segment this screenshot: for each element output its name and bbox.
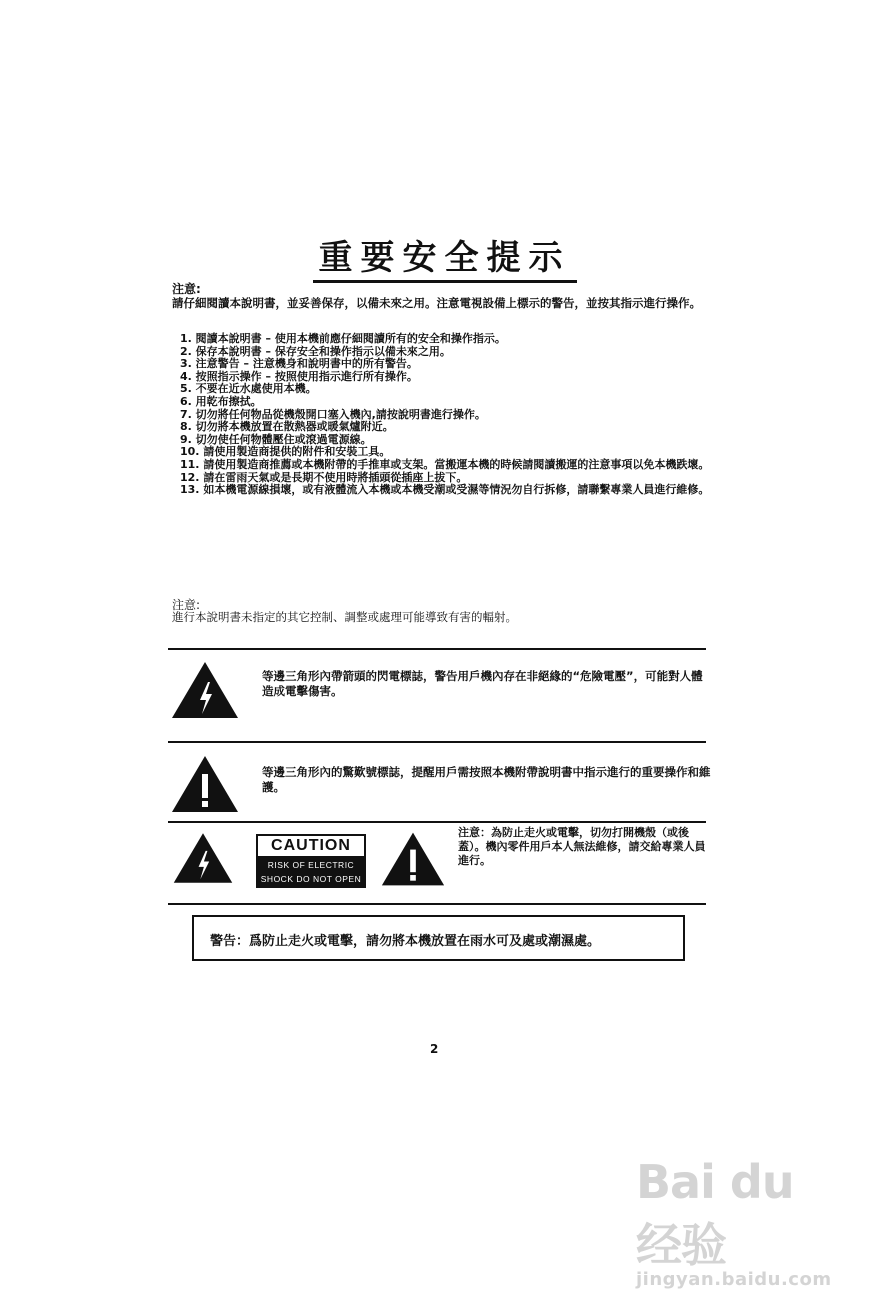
list-item: 3. 注意警告 – 注意機身和說明書中的所有警告。 bbox=[180, 357, 418, 371]
list-item: 2. 保存本說明書 – 保存安全和操作指示以備未來之用。 bbox=[180, 344, 451, 358]
warning-box-text: 警告：爲防止走火或電擊，請勿將本機放置在雨水可及處或潮濕處。 bbox=[210, 934, 601, 949]
radiation-note-label: 注意: bbox=[172, 598, 201, 612]
page-number: 2 bbox=[430, 1042, 439, 1056]
list-item: 1. 閱讀本說明書 – 使用本機前應仔細閱讀所有的安全和操作指示。 bbox=[180, 332, 506, 345]
list-item: 6. 用乾布擦拭。 bbox=[180, 394, 262, 408]
watermark bbox=[636, 1155, 836, 1290]
safety-instructions-list bbox=[180, 333, 710, 497]
note-label: 注意: bbox=[172, 282, 201, 296]
divider bbox=[168, 903, 706, 905]
radiation-note-text: 進行本說明書未指定的其它控制、調整或處理可能導致有害的輻射。 bbox=[172, 610, 517, 624]
lightning-warning-text: 等邊三角形內帶箭頭的閃電標誌，警告用戶機內存在非絕緣的“危險電壓”，可能對人體造成電擊傷害。 bbox=[262, 669, 703, 698]
page-title-text: 重要安全提示 bbox=[313, 238, 577, 283]
watermark-url: jingyan.baidu.com bbox=[636, 1269, 832, 1290]
list-item: 13. 如本機電源線損壞，或有液體流入本機或本機受潮或受濕等情況勿自行拆修，請聯繫專業人員進行維修。 bbox=[180, 483, 710, 497]
list-item: 5. 不要在近水處使用本機。 bbox=[180, 382, 317, 396]
list-item: 8. 切勿將本機放置在散熱器或暖氣爐附近。 bbox=[180, 420, 394, 434]
list-item: 4. 按照指示操作 – 按照使用指示進行所有操作。 bbox=[180, 369, 418, 383]
exclamation-warning-icon bbox=[170, 754, 240, 814]
intro-paragraph: 請仔細閱讀本說明書，並妥善保存，以備未來之用。注意電視設備上標示的警告，並按其指示進行操作。 bbox=[172, 296, 701, 310]
watermark-logo: Bai du 经验 bbox=[636, 1155, 794, 1272]
caution-note-text: 注意：為防止走火或電擊，切勿打開機殼（或後蓋）。機內零件用戶本人無法維修，請交給專業人員進行。 bbox=[458, 826, 706, 867]
list-item: 7. 切勿將任何物品從機殼開口塞入機內,請按說明書進行操作。 bbox=[180, 407, 486, 421]
caution-subtext bbox=[258, 858, 364, 888]
divider bbox=[168, 741, 706, 743]
divider bbox=[168, 648, 706, 650]
list-item: 10. 請使用製造商提供的附件和安裝工具。 bbox=[180, 445, 391, 459]
list-item: 11. 請使用製造商推薦或本機附帶的手推車或支架。當搬運本機的時候請閱讀搬運的注意事項以免本機跌壞。 bbox=[180, 457, 710, 471]
warning-box bbox=[192, 915, 685, 961]
caution-line-2: SHOCK DO NOT OPEN bbox=[260, 874, 362, 884]
lightning-caution-icon bbox=[172, 830, 234, 886]
exclamation-caution-icon bbox=[380, 830, 446, 888]
list-item: 12. 請在雷雨天氣或是長期不使用時將插頭從插座上拔下。 bbox=[180, 470, 468, 484]
caution-line-1: RISK OF ELECTRIC bbox=[267, 860, 355, 870]
list-item: 9. 切勿使任何物體壓住或滾過電源線。 bbox=[180, 432, 372, 446]
exclamation-warning-text: 等邊三角形內的驚歎號標誌，提醒用戶需按照本機附帶說明書中指示進行的重要操作和維護。 bbox=[262, 765, 711, 794]
caution-label bbox=[256, 834, 366, 888]
divider bbox=[168, 821, 706, 823]
lightning-warning-icon bbox=[170, 660, 240, 720]
caution-title: CAUTION bbox=[258, 836, 364, 858]
page-title bbox=[0, 230, 889, 279]
